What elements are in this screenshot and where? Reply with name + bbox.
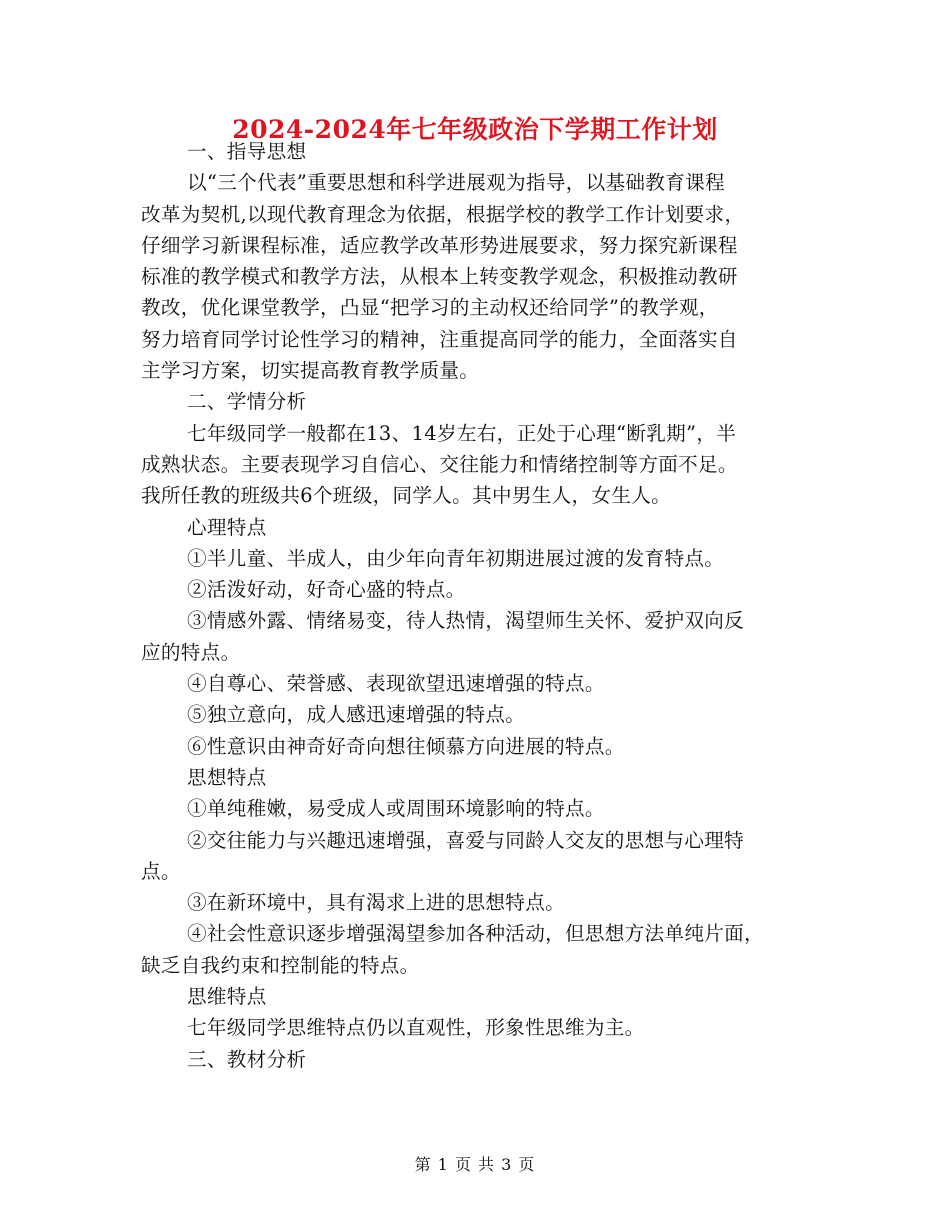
text-line: ①半儿童、半成人，由少年向青年初期进展过渡的发育特点。 (187, 546, 725, 570)
document-title: 2024-2024年七年级政治下学期工作计划 (232, 115, 718, 144)
text-line: ④自尊心、荣誉感、表现欲望迅速增强的特点。 (187, 672, 605, 696)
text-line: ①单纯稚嫩，易受成人或周围环境影响的特点。 (187, 797, 605, 821)
text-line: 教改，优化课堂教学，凸显“把学习的主动权还给同学”的教学观， (141, 296, 719, 320)
text-line: 三、教材分析 (187, 1047, 307, 1071)
text-line: 以“三个代表”重要思想和科学进展观为指导，以基础教育课程 (187, 171, 725, 195)
text-line: 七年级同学一般都在13、14岁左右，正处于心理“断乳期”，半 (187, 421, 737, 445)
text-line: 心理特点 (187, 515, 267, 539)
text-line: 我所任教的班级共6个班级，同学人。其中男生人，女生人。 (141, 484, 672, 508)
text-line: 思维特点 (187, 985, 267, 1009)
text-line: 思想特点 (187, 765, 267, 789)
text-line: ②活泼好动，好奇心盛的特点。 (187, 578, 466, 602)
text-line: 成熟状态。主要表现学习自信心、交往能力和情绪控制等方面不足。 (141, 452, 738, 476)
text-line: 一、指导思想 (187, 140, 307, 163)
text-line: ⑥性意识由神奇好奇向想往倾慕方向进展的特点。 (187, 734, 625, 758)
text-line: ③情感外露、情绪易变，待人热情，渴望师生关怀、爱护双向反 (187, 609, 745, 633)
text-line: 主学习方案，切实提高教育教学质量。 (141, 359, 480, 383)
text-line: 二、学情分析 (187, 390, 307, 414)
text-line: ⑤独立意向，成人感迅速增强的特点。 (187, 703, 526, 727)
text-line: 仔细学习新课程标准，适应教学改革形势进展要求，努力探究新课程 (141, 233, 738, 257)
text-line: 点。 (141, 859, 181, 883)
text-line: 应的特点。 (141, 640, 241, 664)
page-footer: 第 1 页 共 3 页 (414, 1155, 536, 1174)
text-line: 努力培育同学讨论性学习的精神，注重提高同学的能力，全面落实自 (141, 327, 738, 351)
text-line: 改革为契机,以现代教育理念为依据，根据学校的教学工作计划要求， (141, 202, 745, 226)
text-line: 缺乏自我约束和控制能的特点。 (141, 953, 420, 977)
text-line: ③在新环境中，具有渴求上进的思想特点。 (187, 891, 565, 915)
text-line: ②交往能力与兴趣迅速增强，喜爱与同龄人交友的思想与心理特 (187, 828, 745, 852)
document-body (141, 136, 831, 1075)
text-line: 标准的教学模式和教学方法，从根本上转变教学观念，积极推动教研 (141, 265, 738, 289)
text-line: 七年级同学思维特点仍以直观性，形象性思维为主。 (187, 1016, 645, 1040)
text-line: ④社会性意识逐步增强渴望参加各种活动，但思想方法单纯片面， (187, 922, 764, 946)
